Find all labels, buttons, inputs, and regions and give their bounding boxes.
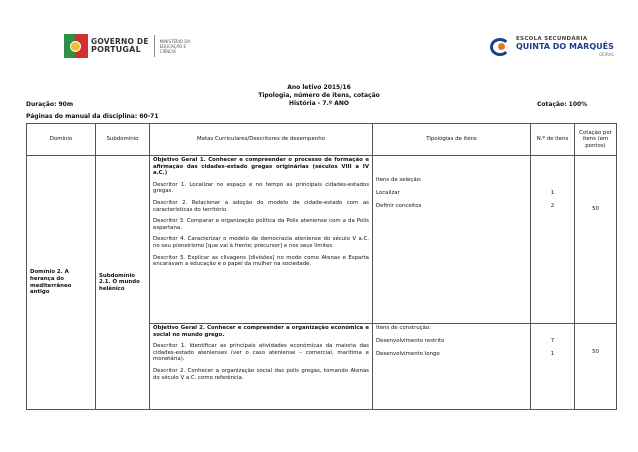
total-cotacao: Cotação: 100% <box>537 101 588 108</box>
descriptor-2-2: Descritor 2. Conhecer a organização social das polis gregas, tomando Atenas do século V a.C. como referência. <box>153 367 369 381</box>
tipologias-cell-group2 <box>373 324 531 410</box>
objective-1: Objetivo Geral 1. Conhecer e compreender o processo de formação e afirmação das cidades-estado gregas originárias (séculos VIII a IV a.C.) <box>153 157 369 177</box>
descriptor-1-2: Descritor 2. Relacionar a adoção do modelo de cidade-estado com as características do território. <box>153 199 369 213</box>
num-itens-cell-group2 <box>531 324 575 410</box>
item-count-2-1: 7 <box>550 338 555 345</box>
table-header-row <box>27 124 617 156</box>
document-subtitle: Tipologia, número de itens, cotação <box>258 92 380 99</box>
descriptor-1-5: Descritor 5. Explicar as clivagens [divisões] no modo como Atenas e Esparta encaravam a educação e o papel da mulher na sociedade. <box>153 254 369 268</box>
descriptor-1-1: Descritor 1. Localizar no espaço e no tempo as principais cidades-estados gregas. <box>153 181 369 195</box>
header-dominio: Domínio <box>27 124 96 156</box>
duration: Duração: 90m <box>26 101 74 108</box>
test-matrix-table <box>26 123 617 410</box>
header-tipologias: Tipologias de itens <box>373 124 531 156</box>
metas-cell-group2 <box>150 324 373 410</box>
tipologias-cell-group1 <box>373 156 531 324</box>
item-count-1-1: 1 <box>550 189 555 196</box>
header-cotacao: Cotação por itens (em pontos) <box>575 124 617 156</box>
metas-cell-group1 <box>150 156 373 324</box>
school-logo <box>490 35 614 59</box>
item-type-heading-2: Itens de construção: <box>376 325 432 331</box>
item-type-2-2: Desenvolvimento longo <box>376 351 440 358</box>
descriptor-2-1: Descritor 1. Identificar as principais atividades económicas da maioria das cidades-estado atenienses (ver o caso ateniense – comercial, marítima e monetária). <box>153 343 369 363</box>
item-count-1-2: 2 <box>550 203 555 210</box>
item-type-heading-1: Itens de seleção: <box>376 176 422 183</box>
school-emblem-icon <box>490 36 512 58</box>
item-count-2-2: 1 <box>550 351 555 358</box>
dominio-cell: Domínio 2. A herança do mediterrâneo antigo <box>27 156 96 410</box>
header-num-itens: N.º de itens <box>531 124 575 156</box>
portugal-flag-icon <box>64 34 88 58</box>
num-itens-cell-group1 <box>531 156 575 324</box>
government-logo <box>64 33 200 59</box>
subdominio-cell: Subdomínio 2.1. O mundo helénico <box>96 156 150 410</box>
gov-logo-divider <box>154 35 155 57</box>
item-type-1-1: Localizar <box>376 189 400 196</box>
school-logo-line2: QUINTA DO MARQUÊS <box>516 42 614 51</box>
cotacao-cell-group2: 50 <box>575 324 617 410</box>
school-year: Ano letivo 2015/16 <box>287 84 351 91</box>
table-row <box>27 156 617 324</box>
school-logo-line3: OEIRAS <box>599 52 614 57</box>
school-logo-line1: ESCOLA SECUNDÁRIA <box>516 36 588 42</box>
gov-logo-line2: PORTUGAL <box>91 45 141 54</box>
subject-line: História - 7.º ANO <box>288 100 350 107</box>
header-metas: Metas Curriculares/Descritores de desempenho <box>150 124 373 156</box>
item-type-1-2: Definir conceitos <box>376 203 422 210</box>
header-subdominio: Subdomínio <box>96 124 150 156</box>
gov-logo-line1: GOVERNO DE <box>91 37 149 46</box>
descriptor-1-4: Descritor 4. Caracterizar o modelo de democracia ateniense do século V a.C. no seu pioneirismo [que vai à frente; precursor] e nos seus limites. <box>153 236 369 249</box>
manual-pages: Páginas do manual da disciplina: 60-71 <box>26 113 159 120</box>
ministry-name: MINISTÉRIO DA EDUCAÇÃO E CIÊNCIA <box>159 38 191 54</box>
objective-2: Objetivo Geral 2. Conhecer e compreender a organização económica e social no mundo grego. <box>153 325 369 338</box>
cotacao-cell-group1: 50 <box>575 156 617 324</box>
item-type-2-1: Desenvolvimento restrito <box>376 338 445 345</box>
descriptor-1-3: Descritor 3. Comparar a organização política da Polis ateniense com a da Polis espartana. <box>153 218 369 231</box>
